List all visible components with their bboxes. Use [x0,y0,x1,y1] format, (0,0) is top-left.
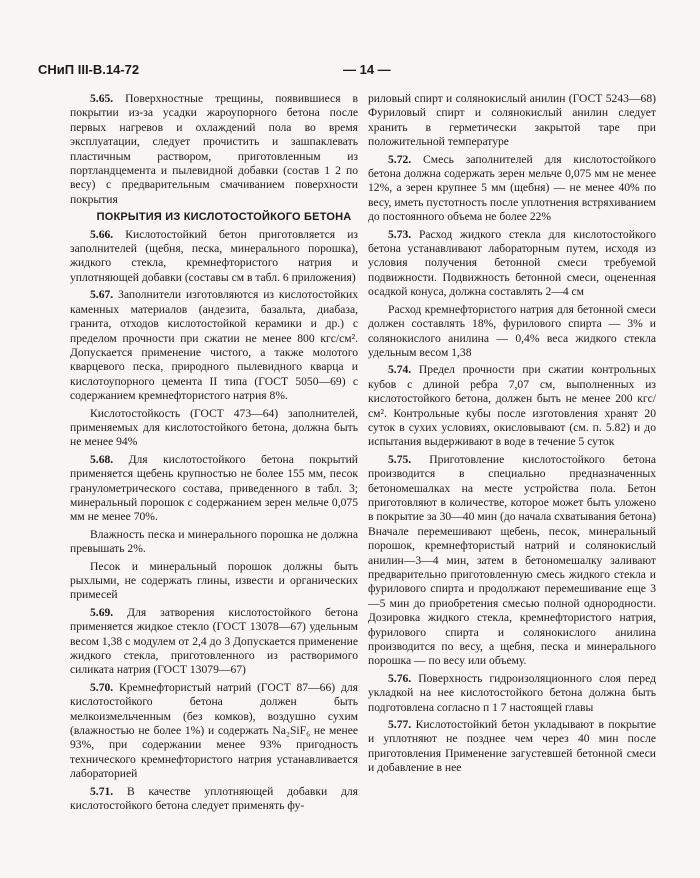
document-code: СНиП III-В.14-72 [38,62,140,77]
paragraph-text: Поверхность гидроизоляционного слоя перед укладкой на нее кислотостойкого бетона должна быть подготовлена согласно п 1 7 настоящей главы [368,671,656,714]
paragraph-5-73 [368,228,656,300]
clause-number: 5.76. [388,671,412,685]
paragraph-5-69 [70,606,358,678]
clause-number: 5.72. [388,152,412,166]
paragraph-text: Расход жидкого стекла для кислотостойкого бетона устанавливают лабораторным путем, исходя из условия получения бетонной смеси требуемой подвижности. Подвижность бетонной смеси, оцененная осадкой конуса, должна составлять 2—4 см [368,227,656,299]
paragraph-text: Приготовление кислотостойкого бетона производится в специально предназначенных бетономешалках на месте устройства пола. Бетон приготовляют в количестве, которое может быть уложено в покрытие за 30—40 мин (до начала схватывания бетона) Вначале перемешивают щебень, песок, минеральный порошок, кремнефтористый натрий и солянокислый анилин—3—4 мин, затем в бетономешалку заливают предварительно приготовленную смесь жидкого стекла и фурилового спирта и продолжают перемешивание еще 3—5 мин до приобретения смесью полной однородности. Дозировка жидкого стекла, кремнефтористого натрия, фурилового спирта и солянокислого анилина производится по весу, а щебня, песка и минерального порошка — по весу или объему. [368,452,656,668]
clause-number: 5.70. [90,680,114,694]
section-title: ПОКРЫТИЯ ИЗ КИСЛОТОСТОЙКОГО БЕТОНА [96,211,352,224]
paragraph-5-68-sand: Песок и минеральный порошок должны быть рыхлыми, не содержать глины, извести и органических примесей [70,559,358,602]
paragraph-text: Для кислотостойкого бетона покрытий применяется щебень крупностью не более 155 мм, песок гранулометрического состава, приведенного в табл. 3; минеральный порошок с содержанием зерен мельче 0,075 мм не менее 70%. [70,452,358,524]
right-column [368,92,656,779]
paragraph-text: Поверхностные трещины, появившиеся в покрытии из-за усадки жароупорного бетона после первых нагревов и охлаждений пола во время эксплуатации, следует прочистить и зашпаклевать пластичным раствором, приготовленным из портландцемента и пылевидной добавки (состав 1 2 по весу) с предварительным смачиванием поверхности покрытия [70,92,358,206]
clause-number: 5.73. [388,227,412,241]
clause-number: 5.74. [388,363,412,377]
paragraph-5-65 [70,92,358,207]
paragraph-text: Кислотостойкий бетон приготовляется из заполнителей (щебня, песка, минерального порошка), жидкого стекла, кремнефтористого натрия и уплотняющей добавки (составы см в табл. 6 приложения) [70,227,358,284]
paragraph-5-66 [70,228,358,286]
paragraph-5-73-consumption: Расход кремнефтористого натрия для бетонной смеси должен составлять 18%, фурилового спирта — 3% и солянокислого анилина — 0,4% веса жидкого стекла удельным весом 1,38 [368,302,656,359]
paragraph-5-74 [368,363,656,449]
paragraph-text: Предел прочности при сжатии контрольных кубов с длиной ребра 7,07 см, выполненных из кислотостойкого бетона, должен быть не менее 200 кгс/см². Контрольные кубы после изготовления хранят 20 суток в сухих условиях, окисловывают (см. п. 5.82) и до испытания выдерживают в воде в течение 5 суток [368,363,656,449]
paragraph-5-75 [368,453,656,669]
paragraph-5-71 [70,785,358,814]
paragraph-5-77 [368,718,656,776]
paragraph-5-68 [70,453,358,525]
paragraph-5-72 [368,153,656,225]
clause-number: 5.66. [90,227,114,241]
clause-number: 5.67. [90,288,114,302]
page-number: — 14 — [343,62,391,77]
clause-number: 5.77. [388,718,412,732]
paragraph-text: Для затворения кислотостойкого бетона применяется жидкое стекло (ГОСТ 13078—67) удельным весом 1,38 с модулем от 2,4 до 3 Допускается применение жидкого стекла, приготовленного из растворимого силиката натрия (ГОСТ 13079—67) [70,605,358,677]
paragraph-text: Смесь заполнителей для кислотостойкого бетона должна содержать зерен мельче 0,075 мм не менее 12%, а зерен крупнее 5 мм (щебня) — не менее 40% по весу, иметь пустотность после уплотнения встряхиванием до постоянного объема не более 22% [368,152,656,224]
clause-number: 5.69. [90,605,114,619]
paragraph-text: В качестве уплотняющей добавки для кислотостойкого бетона следует применять фу- [70,784,358,813]
paragraph-5-70 [70,681,358,782]
left-column [70,92,358,817]
paragraph-5-67-acid-resistance: Кислотостойкость (ГОСТ 473—64) заполнителей, применяемых для кислотостойкого бетона, должна быть не менее 94% [70,406,358,449]
clause-number: 5.71. [90,784,114,798]
paragraph-5-71-continued: риловый спирт и солянокислый анилин (ГОСТ 5243—68) Фуриловый спирт и солянокислый анилин следует хранить в герметически закрытой таре при положительной температуре [368,92,656,149]
clause-number: 5.75. [388,452,412,466]
paragraph-text: Кислотостойкий бетон укладывают в покрытие и уплотняют не позднее чем через 40 мин после приготовления Применение загустевшей бетонной смеси и добавление в нее [368,718,656,775]
paragraph-5-67 [70,288,358,403]
paragraph-5-76 [368,672,656,715]
paragraph-text: Заполнители изготовляются из кислотостойких каменных материалов (андезита, базальта, диабаза, гранита, отходов кислотостойкой керамики и др.) с пределом прочности при сжатии не менее 800 кгс/см². Допускается применение чистого, а также молотого кварцевого песка, природного пылевидного кварца и кислотоупорного цемента II типа (ГОСТ 5050—69) с содержанием кремнефтористого натрия 8%. [70,288,358,403]
paragraph-5-68-humidity: Влажность песка и минерального порошка не должна превышать 2%. [70,527,358,556]
clause-number: 5.68. [90,452,114,466]
clause-number: 5.65. [90,92,114,105]
page-header [38,62,664,82]
paragraph-text: Кремнефтористый натрий (ГОСТ 87—66) для кислотостойкого бетона должен быть мелкоизмельченным (без комков), воздушно сухим (влажностью не более 1%) и содержать Na₂SiF₆ не менее 93%, при содержании менее 93% пригодность технического кремнефтористого натрия устанавливается лабораторией [70,680,358,781]
